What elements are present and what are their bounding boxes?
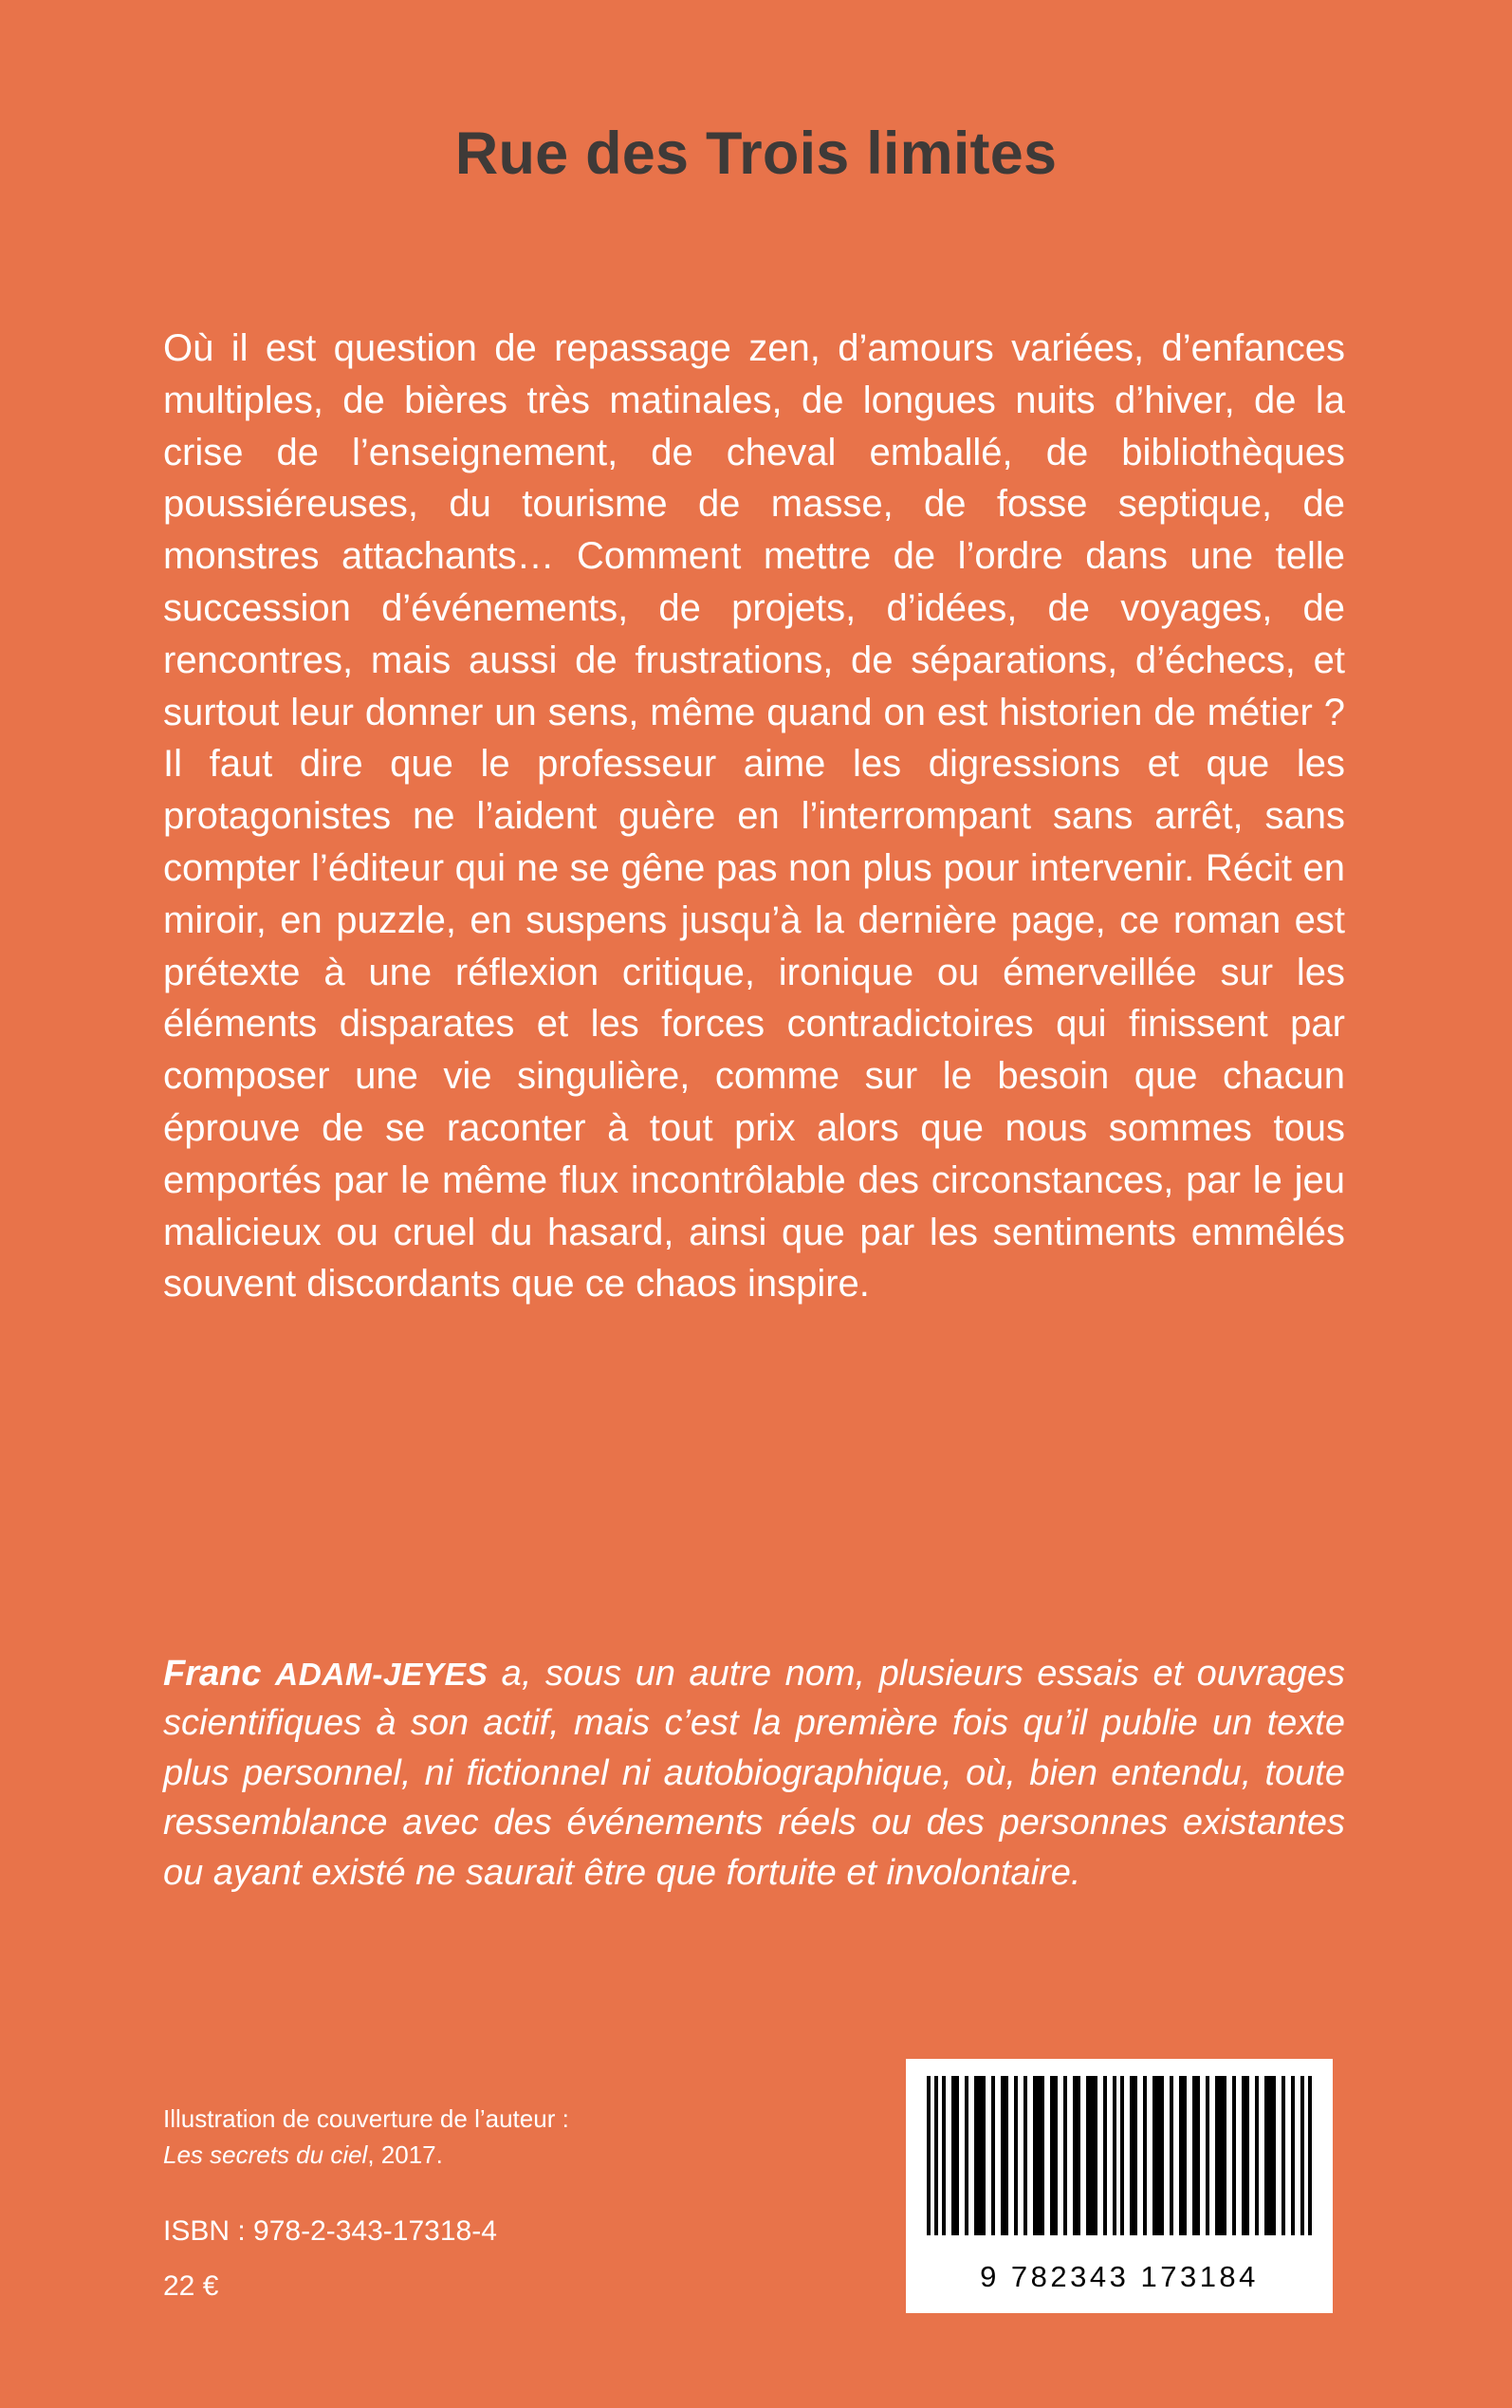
- cover-credit-line: Illustration de couverture de l’auteur :: [163, 2104, 569, 2133]
- price-text: 22 €: [163, 2269, 219, 2302]
- author-last-name: ADAM-JEYES: [275, 1658, 489, 1693]
- author-first-name: Franc: [163, 1654, 276, 1694]
- author-name: [163, 1654, 488, 1694]
- book-title: Rue des Trois limites: [454, 120, 1058, 187]
- barcode-digits: 9 782343 173184: [980, 2260, 1259, 2293]
- cover-credit-title: Les secrets du ciel: [163, 2139, 368, 2169]
- barcode: [906, 2059, 1333, 2313]
- author-note: [163, 1649, 1345, 1898]
- author-bio: a, sous un autre nom, plusieurs essais et ouvrages scientifiques à son actif, mais c’est la première fois qu’il publie un texte plus personnel, ni fictionnel ni autobiographique, où, bien entendu, toute ressemblance avec des événements réels ou des personnes existantes ou ayant existé ne saurait être que fortuite et involontaire.: [163, 1654, 1345, 1893]
- footer-block: [163, 2102, 922, 2306]
- barcode-bars: [927, 2076, 1312, 2235]
- blurb-text: Où il est question de repassage zen, d’amours variées, d’enfances multiples, de bières très matinales, de longues nuits d’hiver, de la crise de l’enseignement, de cheval emballé, de bibliothèques poussiéreuses, du tourisme de masse, de fosse septique, de monstres attachants… Comment mettre de l’ordre dans une telle succession d’événements, de projets, d’idées, de voyages, de rencontres, mais aussi de frustrations, de séparations, d’échecs, et surtout leur donner un sens, même quand on est historien de métier ? Il faut dire que le professeur aime les digressions et que les protagonistes ne l’aident guère en l’interrompant sans arrêt, sans compter l’éditeur qui ne se gêne pas non plus pour intervenir. Récit en miroir, en puzzle, en suspens jusqu’à la dernière page, ce roman est prétexte à une réflexion critique, ironique ou émerveillée sur les éléments disparates et les forces contradictoires qui finissent par composer une vie singulière, comme sur le besoin que chacun éprouve de se raconter à tout prix alors que nous sommes tous emportés par le même flux incontrôlable des circonstances, par le jeu malicieux ou cruel du hasard, ainsi que par les sentiments emmêlés souvent discordants que ce chaos inspire.: [163, 327, 1345, 1306]
- cover-credit-year: , 2017.: [367, 2139, 443, 2169]
- cover-credit-title-line: [163, 2138, 922, 2174]
- isbn-text: ISBN : 978-2-343-17318-4: [163, 2215, 497, 2248]
